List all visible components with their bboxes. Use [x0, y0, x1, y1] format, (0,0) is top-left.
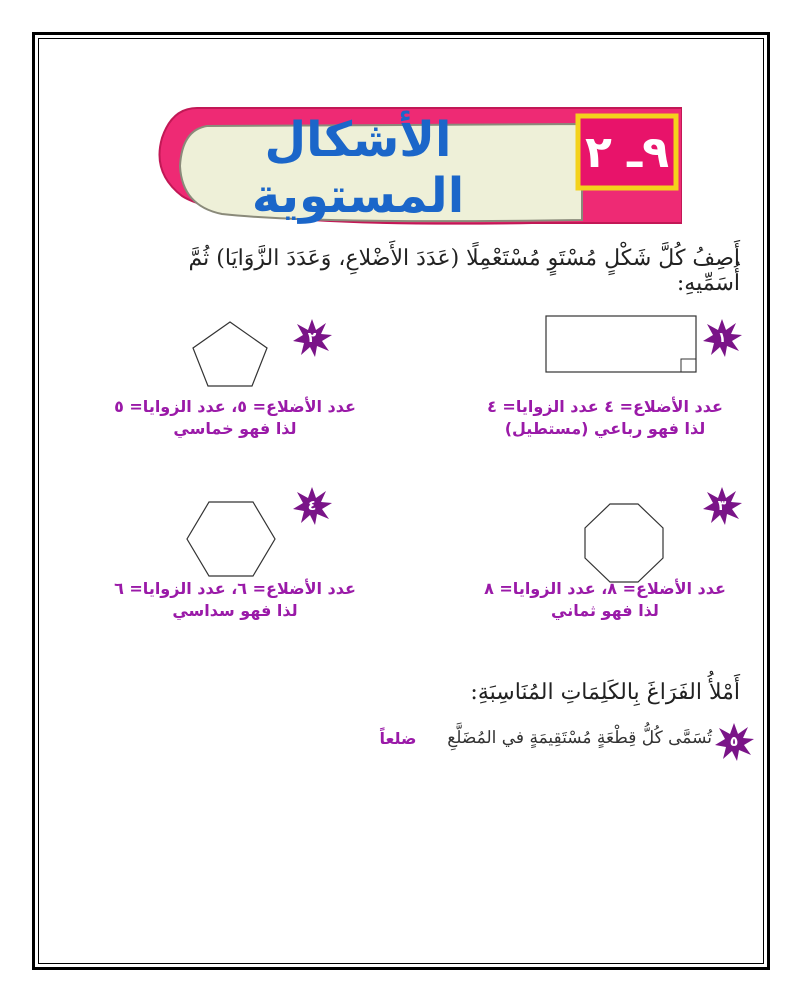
- exercise-3-star: [702, 486, 742, 526]
- exercise-2-star: [292, 318, 332, 358]
- exercise-3-answer: [470, 578, 740, 622]
- pentagon-shape: [190, 320, 270, 388]
- lesson-title: الأشكال المستوية: [251, 112, 465, 224]
- exercise-2-line2: لذا فهو خماسي: [173, 419, 297, 438]
- lesson-number: ٩ـ ٢: [584, 126, 670, 178]
- fill-blank-instruction: أَمْلأُ الفَرَاغَ بِالكَلِمَاتِ المُنَاسِبَةِ:: [470, 680, 740, 705]
- exercise-1-line1: عدد الأضلاع= ٤ عدد الزوايا= ٤: [487, 397, 723, 416]
- exercise-3-line2: لذا فهو ثماني: [551, 601, 659, 620]
- exercise-5-number: ٥: [729, 734, 739, 750]
- exercise-4-line1: عدد الأضلاع= ٦، عدد الزوايا= ٦: [114, 579, 356, 598]
- exercise-2-answer: [85, 396, 385, 440]
- fill-answer: ضلعاً: [379, 729, 417, 748]
- exercise-5-star: [714, 722, 754, 762]
- exercise-1-star: [702, 318, 742, 358]
- describe-instruction: أَصِفُ كُلَّ شَكْلٍ مُسْتَوٍ مُسْتَعْمِلًا (عَدَدَ الأَضْلاعِ، وَعَدَدَ الزَّوَايَا) ثُمَّ أُسَمِّيهِ:: [188, 246, 740, 296]
- exercise-1-line2: لذا فهو رباعي (مستطيل): [504, 419, 706, 438]
- exercise-4-number: ٤: [307, 498, 317, 514]
- exercise-1-answer: [470, 396, 740, 440]
- exercise-2-line1: عدد الأضلاع= ٥، عدد الزوايا= ٥: [114, 397, 356, 416]
- fill-sentence: تُسَمَّى كُلُّ قِطْعَةٍ مُسْتَقِيمَةٍ في المُضَلَّعِ: [447, 728, 712, 748]
- rectangle-shape: [545, 315, 697, 375]
- exercise-2-number: ٢: [307, 330, 317, 346]
- exercise-3-line1: عدد الأضلاع= ٨، عدد الزوايا= ٨: [484, 579, 726, 598]
- hexagon-shape: [185, 500, 277, 578]
- exercise-3-number: ٣: [717, 498, 727, 514]
- exercise-4-line2: لذا فهو سداسي: [172, 601, 298, 620]
- exercise-1-number: ١: [717, 330, 727, 346]
- exercise-4-answer: [85, 578, 385, 622]
- octagon-shape: [583, 502, 665, 584]
- exercise-4-star: [292, 486, 332, 526]
